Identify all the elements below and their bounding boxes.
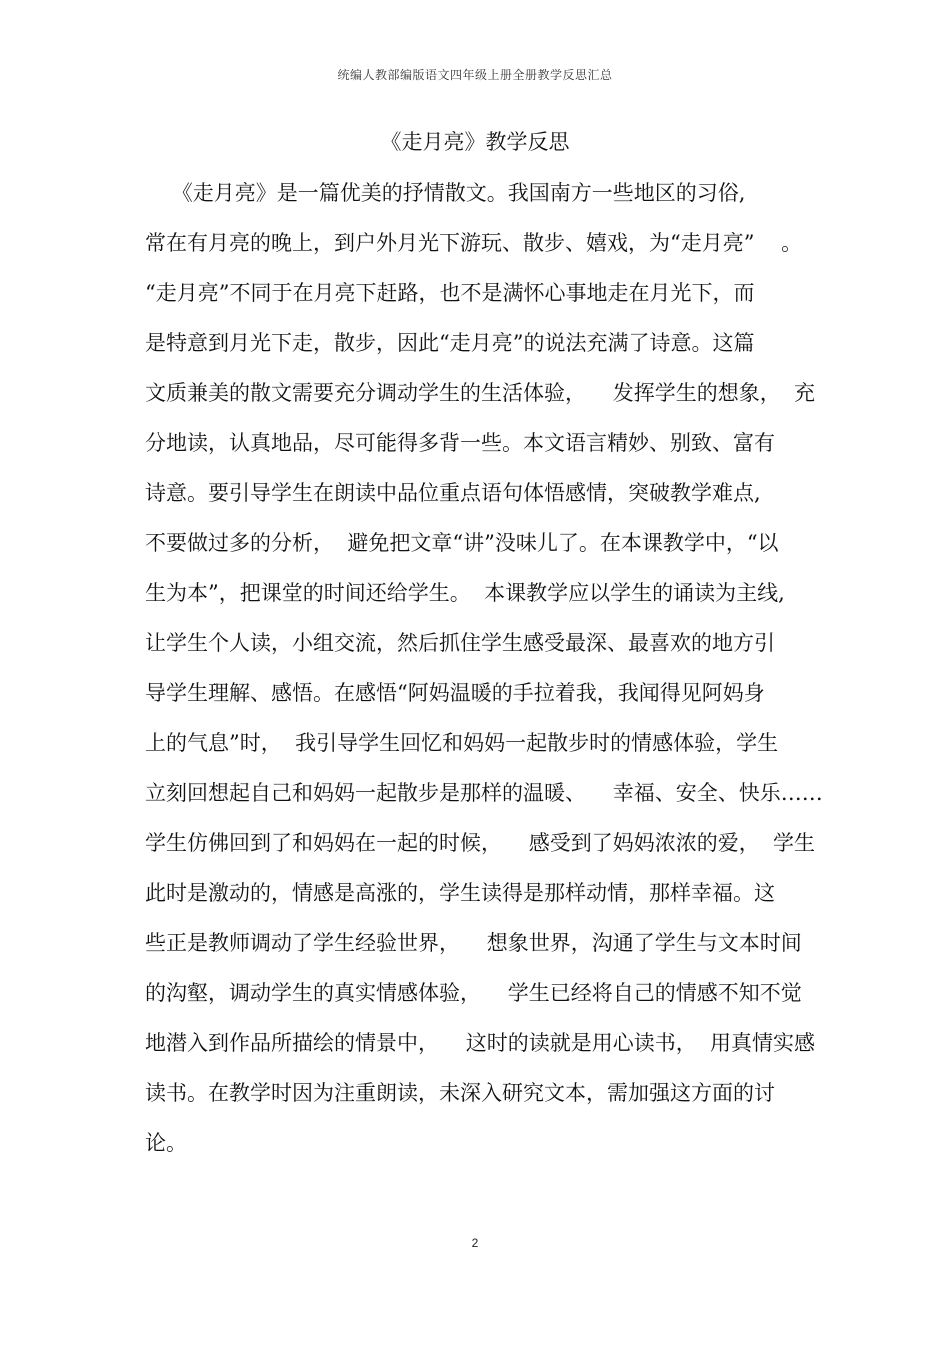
body-line: 读书。在教学时因为注重朗读，未深入研究文本，需加强这方面的讨	[145, 1081, 775, 1105]
page-number: 2	[471, 1236, 479, 1250]
body-line: 论。	[145, 1131, 187, 1155]
body-line: 此时是激动的，情感是高涨的，学生读得是那样动情，那样幸福。这	[145, 881, 775, 905]
running-header: 统编人教部编版语文四年级上册全册教学反思汇总	[337, 68, 613, 82]
body-line: 些正是教师调动了学生经验世界， 想象世界，沟通了学生与文本时间	[145, 931, 802, 955]
body-line: 常在有月亮的晚上，到户外月光下游玩、散步、嬉戏，为“走月亮” 。	[145, 231, 803, 255]
body-line: 学生仿佛回到了和妈妈在一起的时候， 感受到了妈妈浓浓的爱， 学生	[145, 831, 816, 855]
document-title: 《走月亮》教学反思	[380, 130, 570, 154]
body-line: 立刻回想起自己和妈妈一起散步是那样的温暖、 幸福、安全、快乐……	[145, 781, 823, 805]
body-line: 分地读，认真地品，尽可能得多背一些。本文语言精妙、别致、富有	[145, 431, 775, 455]
body-line: 生为本”，把课堂的时间还给学生。 本课教学应以学生的诵读为主线,	[145, 581, 785, 605]
body-line: 上的气息”时， 我引导学生回忆和妈妈一起散步时的情感体验，学生	[145, 731, 779, 755]
body-line: 是特意到月光下走，散步，因此“走月亮”的说法充满了诗意。这篇	[145, 331, 755, 355]
body-line: 地潜入到作品所描绘的情景中， 这时的读就是用心读书， 用真情实感	[145, 1031, 816, 1055]
body-line: 《走月亮》是一篇优美的抒情散文。我国南方一些地区的习俗,	[145, 181, 746, 205]
body-line: 不要做过多的分析， 避免把文章“讲”没味儿了。在本课教学中，“以	[145, 531, 779, 555]
body-line: “走月亮”不同于在月亮下赶路，也不是满怀心事地走在月光下，而	[145, 281, 755, 305]
body-line: 文质兼美的散文需要充分调动学生的生活体验， 发挥学生的想象， 充	[145, 381, 816, 405]
body-line: 导学生理解、感悟。在感悟“阿妈温暖的手拉着我，我闻得见阿妈身	[145, 681, 765, 705]
body-line: 的沟壑，调动学生的真实情感体验， 学生已经将自己的情感不知不觉	[145, 981, 802, 1005]
body-line: 让学生个人读，小组交流，然后抓住学生感受最深、最喜欢的地方引	[145, 631, 775, 655]
body-line: 诗意。要引导学生在朗读中品位重点语句体悟感情，突破教学难点,	[145, 481, 761, 505]
